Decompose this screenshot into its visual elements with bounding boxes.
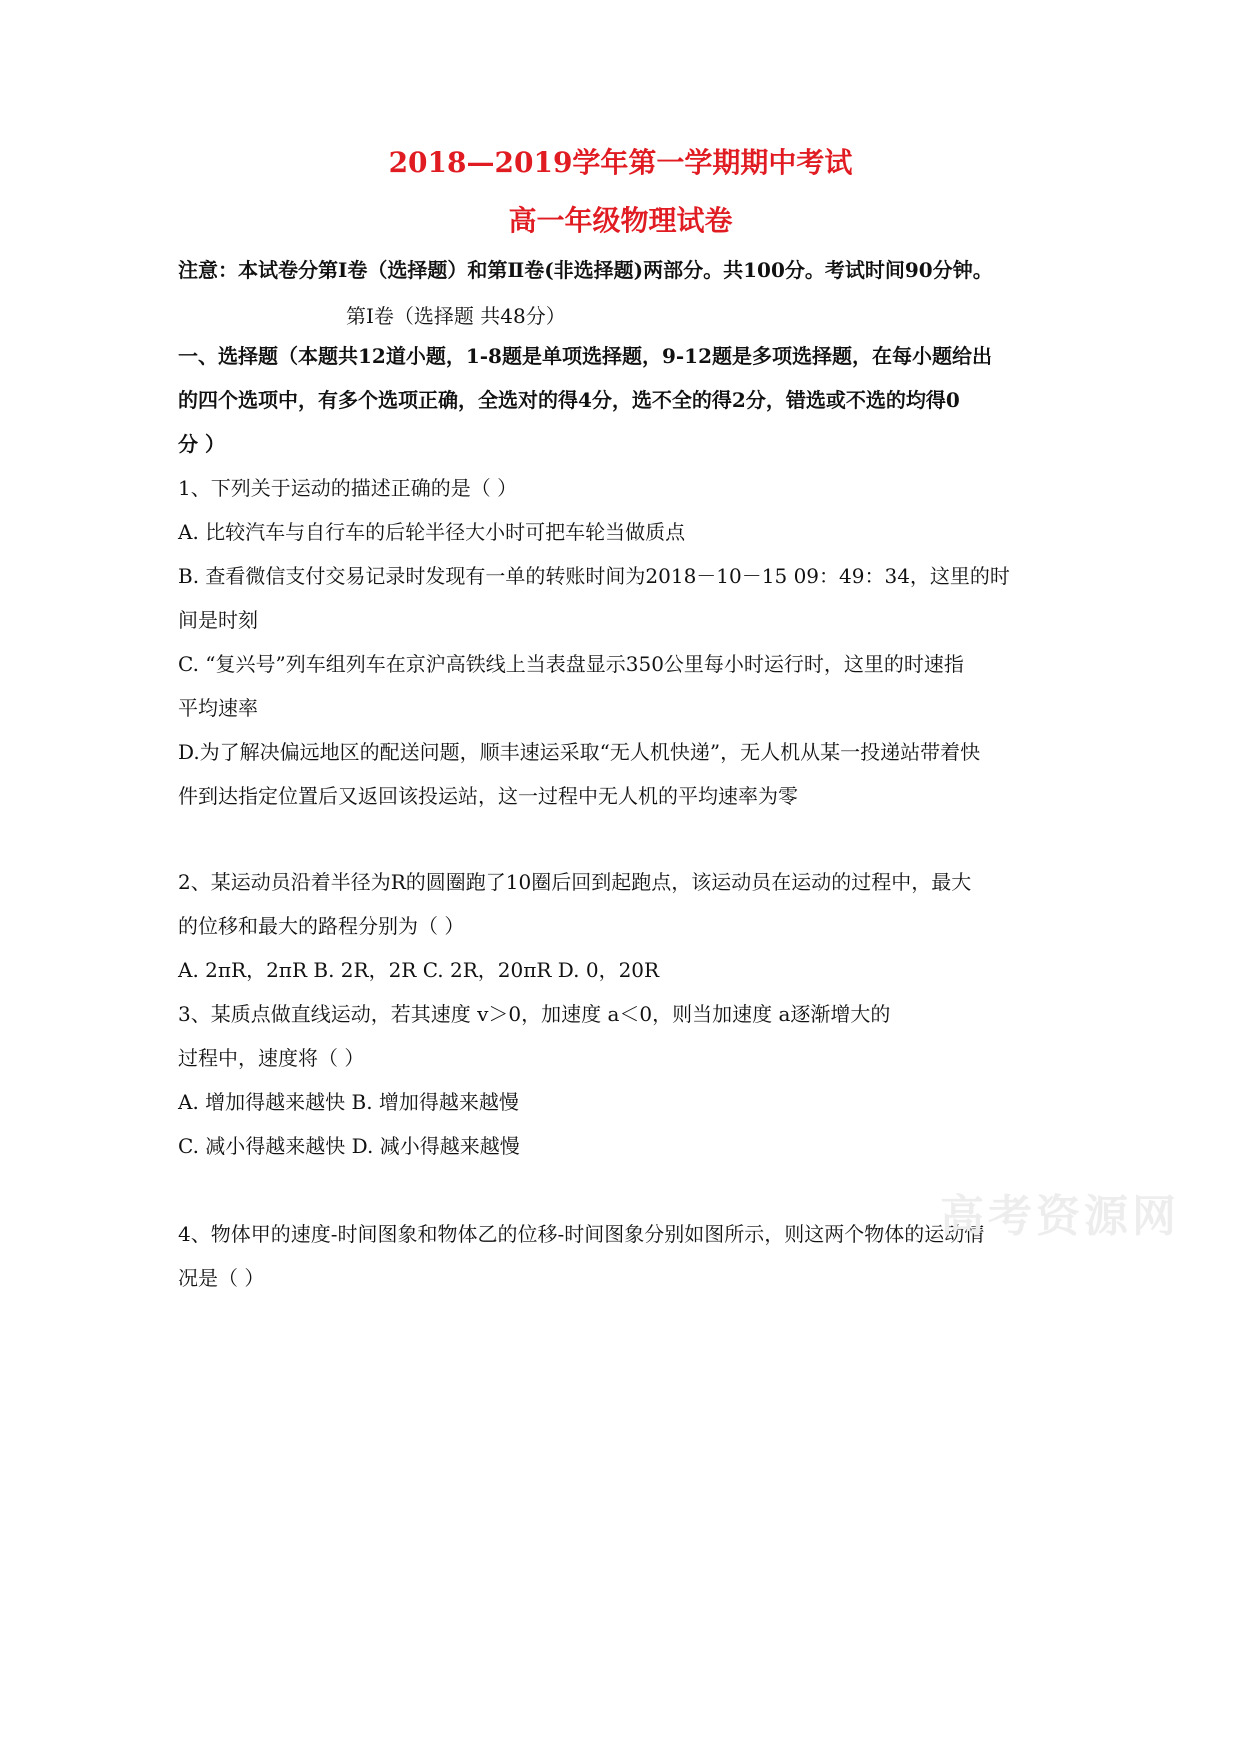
question-4-stem-line-2: 况是（ ）	[178, 1266, 265, 1290]
question-3-options-row-2: C. 减小得越来越快 D. 减小得越来越慢	[178, 1134, 520, 1158]
question-1-option-d-line-1: D.为了解决偏远地区的配送问题，顺丰速运采取“无人机快递”，无人机从某一投递站带着快	[178, 740, 981, 764]
question-2-options: A. 2πR，2πR B. 2R，2R C. 2R，20πR D. 0，20R	[178, 958, 660, 982]
question-4-stem-line-1: 4、物体甲的速度-时间图象和物体乙的位移-时间图象分别如图所示，则这两个物体的运动情	[178, 1222, 985, 1246]
question-3-stem-line-1: 3、某质点做直线运动，若其速度 v＞0，加速度 a＜0，则当加速度 a逐渐增大的	[178, 1002, 891, 1026]
section-intro-line-3: 分 ）	[178, 432, 225, 456]
section-heading: 第Ⅰ卷（选择题 共48分）	[346, 304, 566, 328]
section-intro-line-2: 的四个选项中，有多个选项正确，全选对的得4分，选不全的得2分，错选或不选的均得0	[178, 388, 960, 412]
exam-title: 2018—2019学年第一学期期中考试	[388, 146, 853, 179]
section-intro-line-1: 一、选择题（本题共12道小题，1-8题是单项选择题，9-12题是多项选择题，在每小题给出	[178, 344, 993, 368]
question-1-option-c-line-1: C. “复兴号”列车组列车在京沪高铁线上当表盘显示350公里每小时运行时，这里的时速指	[178, 652, 964, 676]
exam-subtitle: 高一年级物理试卷	[508, 204, 733, 237]
question-3-options-row-1: A. 增加得越来越快 B. 增加得越来越慢	[178, 1090, 519, 1114]
question-2-stem-line-1: 2、某运动员沿着半径为R的圆圈跑了10圈后回到起跑点，该运动员在运动的过程中，最大	[178, 870, 972, 894]
question-1-option-b-line-1: B. 查看微信支付交易记录时发现有一单的转账时间为2018－10－15 09：49：34，这里的时	[178, 564, 1010, 588]
question-1-stem: 1、下列关于运动的描述正确的是（ ）	[178, 476, 518, 500]
notice-text: 注意：本试卷分第Ⅰ卷（选择题）和第Ⅱ卷(非选择题)两部分。共100分。考试时间90分钟。	[178, 258, 993, 282]
question-2-stem-line-2: 的位移和最大的路程分别为（ ）	[178, 914, 465, 938]
watermark: 高考资源网	[940, 1191, 1180, 1242]
question-1-option-c-line-2: 平均速率	[178, 696, 258, 720]
question-1-option-a: A. 比较汽车与自行车的后轮半径大小时可把车轮当做质点	[178, 520, 686, 544]
question-1-option-d-line-2: 件到达指定位置后又返回该投运站，这一过程中无人机的平均速率为零	[178, 784, 798, 808]
question-3-stem-line-2: 过程中，速度将（ ）	[178, 1046, 365, 1070]
question-1-option-b-line-2: 间是时刻	[178, 608, 258, 632]
